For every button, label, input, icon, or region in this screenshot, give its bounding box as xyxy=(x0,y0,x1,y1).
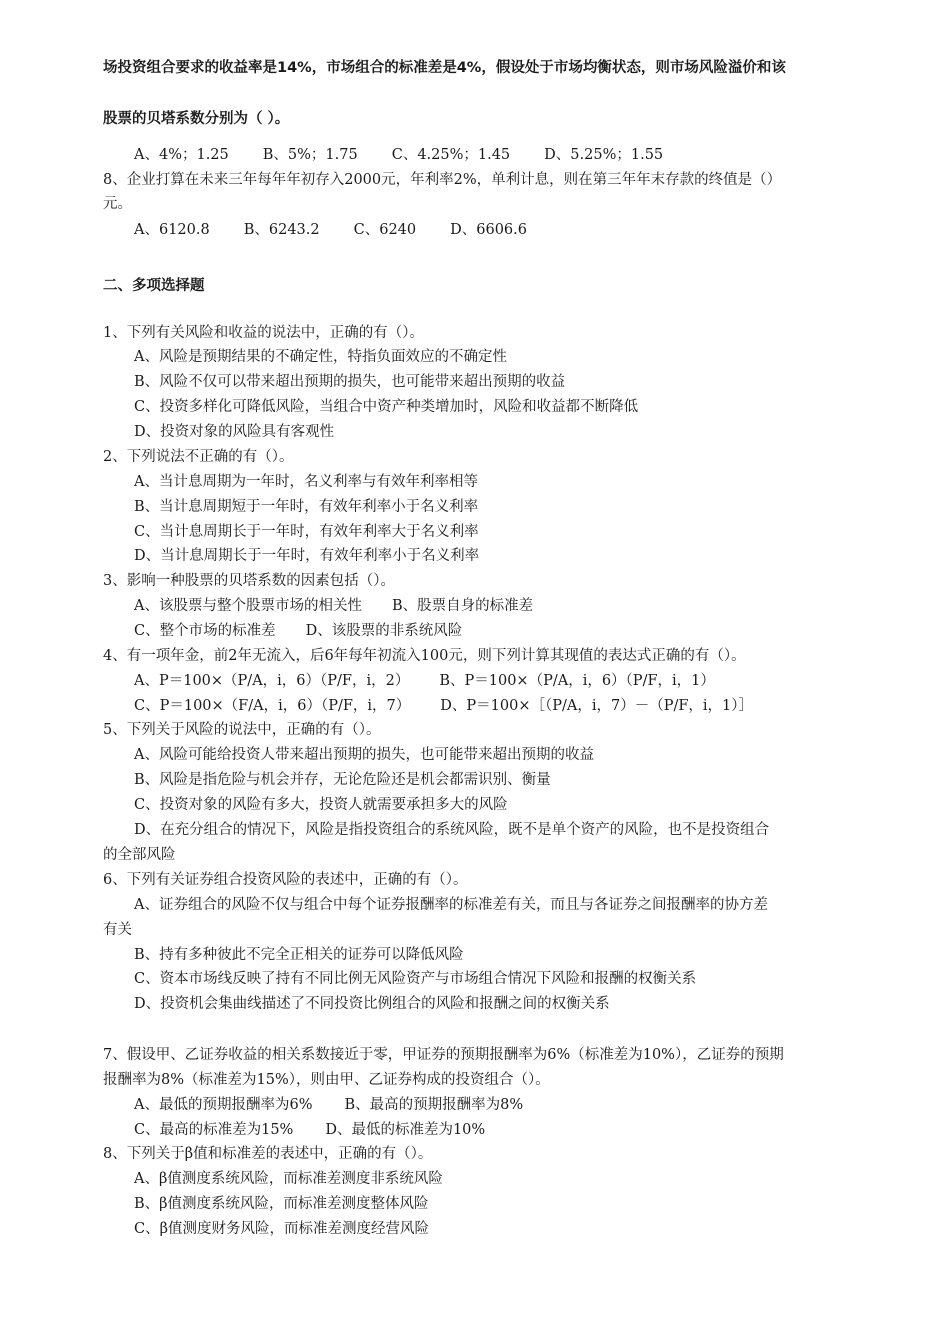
option-a: A、最低的预期报酬率为6% xyxy=(134,1097,313,1113)
option-a: A、6120.8 xyxy=(134,222,210,238)
option-b: B、风险是指危险与机会并存，无论危险还是机会都需识别、衡量 xyxy=(134,772,551,788)
option-a: A、风险是预期结果的不确定性，特指负面效应的不确定性 xyxy=(134,349,507,365)
option-c: C、当计息周期长于一年时，有效年利率大于名义利率 xyxy=(134,524,479,540)
option-b: B、风险不仅可以带来超出预期的损失，也可能带来超出预期的收益 xyxy=(134,374,566,390)
option-row xyxy=(134,1095,914,1115)
option-a: A、4%；1.25 xyxy=(134,147,229,163)
option-d: D、5.25%；1.55 xyxy=(544,147,664,163)
question-stem-line: 7、假设甲、乙证券收益的相关系数接近于零，甲证券的预期报酬率为6%（标准差为10%），乙证券的预期 xyxy=(103,1047,784,1063)
option-row xyxy=(134,621,914,641)
option-c: C、4.25%；1.45 xyxy=(391,147,511,163)
question-stem-line: 报酬率为8%（标准差为15%），则由甲、乙证券构成的投资组合（）。 xyxy=(103,1072,550,1088)
section-heading: 二、多项选择题 xyxy=(103,278,205,294)
option-b: B、6243.2 xyxy=(243,222,320,238)
option-row xyxy=(134,671,914,691)
question-stem: 5、下列关于风险的说法中，正确的有（）。 xyxy=(103,722,381,738)
option-d-continuation: 的全部风险 xyxy=(103,847,176,863)
option-d: D、投资机会集曲线描述了不同投资比例组合的风险和报酬之间的权衡关系 xyxy=(134,996,610,1012)
option-c: C、投资多样化可降低风险，当组合中资产种类增加时，风险和收益都不断降低 xyxy=(134,399,639,415)
option-c: C、资本市场线反映了持有不同比例无风险资产与市场组合情况下风险和报酬的权衡关系 xyxy=(134,971,697,987)
option-d: D、在充分组合的情况下，风险是指投资组合的系统风险，既不是单个资产的风险，也不是投资组合 xyxy=(134,822,770,838)
option-b: B、β值测度系统风险，而标准差测度整体风险 xyxy=(134,1196,429,1212)
option-d: D、当计息周期长于一年时，有效年利率小于名义利率 xyxy=(134,548,480,564)
question-stem: 3、影响一种股票的贝塔系数的因素包括（）。 xyxy=(103,573,395,589)
question-stem: 6、下列有关证券组合投资风险的表述中，正确的有（）。 xyxy=(103,872,468,888)
option-b: B、股票自身的标准差 xyxy=(391,598,534,614)
option-row xyxy=(134,596,914,616)
option-a: A、β值测度系统风险，而标准差测度非系统风险 xyxy=(134,1171,443,1187)
option-d: D、最低的标准差为10% xyxy=(325,1122,486,1138)
option-a: A、风险可能给投资人带来超出预期的损失，也可能带来超出预期的收益 xyxy=(134,747,594,763)
option-c: C、最高的标准差为15% xyxy=(134,1122,294,1138)
option-c: C、6240 xyxy=(353,222,417,238)
option-c: C、整个市场的标准差 xyxy=(134,623,276,639)
option-a: A、当计息周期为一年时，名义利率与有效年利率相等 xyxy=(134,474,478,490)
option-a: A、该股票与整个股票市场的相关性 xyxy=(134,598,362,614)
question-stem: 1、下列有关风险和收益的说法中，正确的有（）。 xyxy=(103,325,424,341)
question-stem: 2、下列说法不正确的有（）。 xyxy=(103,449,294,465)
option-row xyxy=(134,220,914,240)
option-c: C、β值测度财务风险，而标准差测度经营风险 xyxy=(134,1221,429,1237)
option-d: D、P＝100×［（P/A，i，7）－（P/F，i，1）］ xyxy=(440,698,754,714)
question-stem-line: 股票的贝塔系数分别为（ ）。 xyxy=(103,111,290,127)
option-row xyxy=(134,1120,914,1140)
option-b: B、P＝100×（P/A，i，6）（P/F，i，1） xyxy=(439,673,715,689)
option-b: B、5%；1.75 xyxy=(262,147,358,163)
question-stem-line: 场投资组合要求的收益率是14%，市场组合的标准差是4%，假设处于市场均衡状态，则市场风险溢价和该 xyxy=(103,60,786,76)
option-row xyxy=(134,145,914,165)
option-c: C、P＝100×（F/A，i，6）（P/F，i，7） xyxy=(134,698,411,714)
option-a: A、证券组合的风险不仅与组合中每个证券报酬率的标准差有关，而且与各证券之间报酬率的协方差 xyxy=(134,897,768,913)
option-c: C、投资对象的风险有多大，投资人就需要承担多大的风险 xyxy=(134,797,508,813)
question-stem: 8、下列关于β值和标准差的表述中，正确的有（）。 xyxy=(103,1146,433,1162)
option-b: B、当计息周期短于一年时，有效年利率小于名义利率 xyxy=(134,499,479,515)
option-a: A、P＝100×（P/A，i，6）（P/F，i，2） xyxy=(134,673,410,689)
option-d: D、6606.6 xyxy=(450,222,527,238)
option-d: D、投资对象的风险具有客观性 xyxy=(134,424,335,440)
option-row xyxy=(134,696,914,716)
option-d: D、该股票的非系统风险 xyxy=(305,623,463,639)
question-stem-line: 元。 xyxy=(103,196,132,212)
option-a-continuation: 有关 xyxy=(103,922,132,938)
option-b: B、持有多种彼此不完全正相关的证券可以降低风险 xyxy=(134,947,464,963)
question-stem-line: 8、企业打算在未来三年每年年初存入2000元，年利率2%，单利计息，则在第三年年末存款的终值是（） xyxy=(103,172,782,188)
question-stem: 4、有一项年金，前2年无流入，后6年每年初流入100元，则下列计算其现值的表达式正确的有（）。 xyxy=(103,648,746,664)
option-b: B、最高的预期报酬率为8% xyxy=(344,1097,524,1113)
